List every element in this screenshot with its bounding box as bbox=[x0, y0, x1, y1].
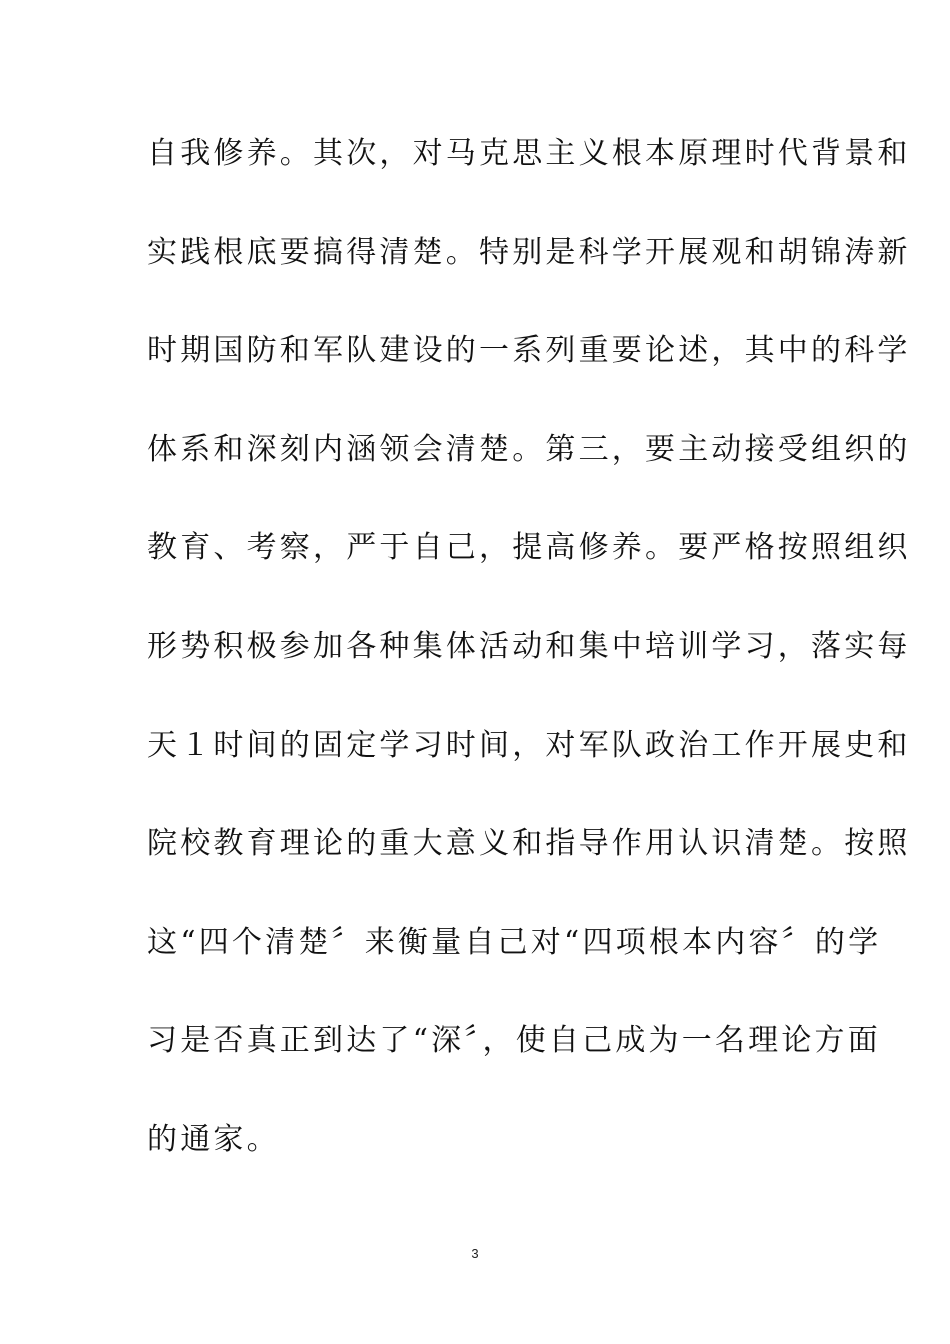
text-line: 这“四个清楚〞来衡量自己对“四项根本内容〞的学 bbox=[147, 924, 882, 960]
text-line: 习是否真正到达了“深〞，使自己成为一名理论方面 bbox=[147, 1023, 881, 1059]
text-line: 教育、考察，严于自己，提高修养。要严格按照组织 bbox=[147, 530, 911, 566]
text-line: 形势积极参加各种集体活动和集中培训学习，落实每 bbox=[147, 628, 911, 664]
body-text bbox=[147, 126, 911, 1211]
text-line: 体系和深刻内涵领会清楚。第三，要主动接受组织的 bbox=[147, 431, 911, 467]
text-line: 时期国防和军队建设的一系列重要论述，其中的科学 bbox=[147, 333, 911, 369]
text-line: 院校教育理论的重大意义和指导作用认识清楚。按照 bbox=[147, 826, 911, 862]
text-line: 天１时间的固定学习时间，对军队政治工作开展史和 bbox=[147, 727, 911, 763]
text-line: 的通家。 bbox=[147, 1121, 280, 1157]
text-line: 实践根底要搞得清楚。特别是科学开展观和胡锦涛新 bbox=[147, 234, 911, 270]
text-line: 自我修养。其次，对马克思主义根本原理时代背景和 bbox=[147, 136, 911, 171]
page-number: 3 bbox=[471, 1246, 479, 1261]
